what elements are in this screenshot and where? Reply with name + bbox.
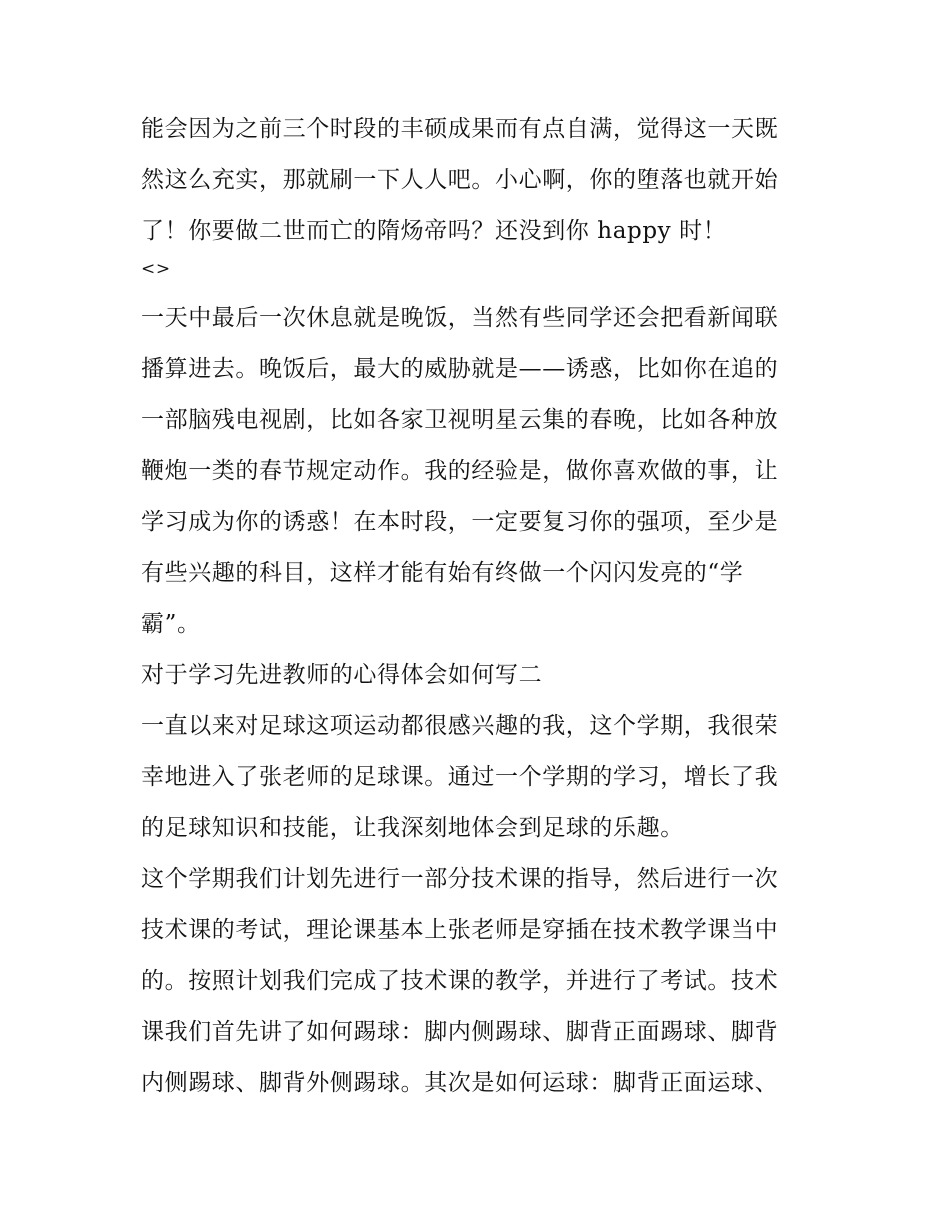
text-line: 一直以来对足球这项运动都很感兴趣的我，这个学期，我很荣 [141, 713, 779, 739]
text-line: 了！你要做二世而亡的隋炀帝吗？还没到你 happy 时！ [141, 218, 727, 244]
section-heading: 对于学习先进教师的心得体会如何写二 [141, 662, 543, 688]
text-line: 技术课的考试，理论课基本上张老师是穿插在技术教学课当中 [141, 917, 779, 943]
document-page [141, 104, 813, 1109]
text-line: 然这么充实，那就刷一下人人吧。小心啊，你的堕落也就开始 [141, 167, 779, 193]
text-line: 内侧踢球、脚背外侧踢球。其次是如何运球：脚背正面运球、 [141, 1070, 779, 1096]
text-line: 课我们首先讲了如何踢球：脚内侧踢球、脚背正面踢球、脚背 [141, 1019, 779, 1045]
text-line: 一部脑残电视剧，比如各家卫视明星云集的春晚，比如各种放 [141, 407, 779, 433]
text-line: 霸”。 [141, 611, 201, 637]
text-line: 幸地进入了张老师的足球课。通过一个学期的学习，增长了我 [141, 764, 779, 790]
text-line: 的足球知识和技能，让我深刻地体会到足球的乐趣。 [141, 815, 684, 841]
text-line: 有些兴趣的科目，这样才能有始有终做一个闪闪发亮的“学 [141, 560, 744, 586]
text-line: 能会因为之前三个时段的丰硕成果而有点自满，觉得这一天既 [141, 116, 779, 142]
section-marker: <> [141, 259, 171, 279]
text-line: 播算进去。晚饭后，最大的威胁就是——诱惑，比如你在追的 [141, 356, 779, 382]
text-line: 鞭炮一类的春节规定动作。我的经验是，做你喜欢做的事，让 [141, 458, 779, 484]
text-line: 学习成为你的诱惑！在本时段，一定要复习你的强项，至少是 [141, 509, 779, 535]
text-line: 的。按照计划我们完成了技术课的教学，并进行了考试。技术 [141, 968, 779, 994]
text-line: 这个学期我们计划先进行一部分技术课的指导，然后进行一次 [141, 866, 779, 892]
text-line: 一天中最后一次休息就是晚饭，当然有些同学还会把看新闻联 [141, 305, 779, 331]
